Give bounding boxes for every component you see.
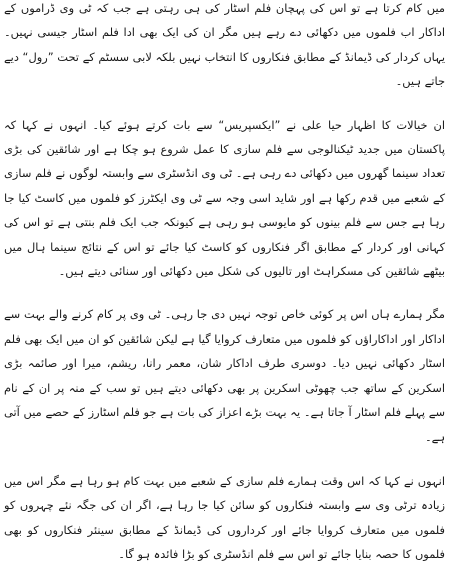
- article-paragraph-2: ان خیالات کا اظہار حیا علی نے ”ایکسپریس“ سے بات کرتے ہوئے کیا۔ انہوں نے کہا کہ پاکستان میں جدید ٹیکنالوجی سے فلم سازی کا عمل شروع ہو چکا ہے اور شائقین کی بڑی تعداد سینما گھروں میں دکھائی دے رہی ہے۔ ٹی وی انڈسٹری سے وابستہ لوگوں نے فلم سازی کے شعبے میں قدم رکھا ہے اور شاید اسی وجہ سے ٹی وی ایکٹرز کو فلموں میں کاسٹ کیا جا رہا ہے جس سے فلم بینوں کو مایوسی ہو رہی ہے کیونکہ جب ایک فلم بنتی ہے تو اس کی کہانی اور کردار کے مطابق اگر فنکاروں کو کاسٹ کیا جائے تو اس کے نتائج سینما ہال میں بیٹھے شائقین کی مسکراہٹ اور تالیوں کی شکل میں دکھائی اور سنائی دیتے ہیں۔: [4, 117, 445, 279]
- article-paragraph-3: مگر ہمارے ہاں اس پر کوئی خاص توجہ نہیں دی جا رہی۔ ٹی وی پر کام کرنے والے بہت سے اداکار اور اداکاراؤں کو فلموں میں متعارف کروایا گیا ہے لیکن شائقین کو ان میں ایک بھی فلم اسٹار دکھائی نہیں دیا۔ دوسری طرف اداکار شان، معمر رانا، ریشم، میرا اور صائمہ بڑی اسکرین کے ساتھ جب چھوٹی اسکرین پر بھی دکھائی دیتے ہیں تو سب کے منہ پر ان کے نام سے پہلے فلم اسٹار آ جاتا ہے۔ یہ بہت بڑے اعزاز کی بات ہے جو فلم اسٹارز کے حصے میں آتی ہے۔: [4, 307, 445, 444]
- article-paragraph-1: میں کام کرتا ہے تو اس کی پہچان فلم اسٹار کی ہی رہتی ہے جب کہ ٹی وی ڈراموں کے اداکار اب فلموں میں دکھائی دے رہے ہیں مگر ان کی ایک بھی ادا فلم اسٹار جیسی نہیں۔ یہاں کردار کی ڈیمانڈ کے مطابق فنکاروں کا انتخاب نہیں بلکہ لابی سسٹم کے تحت ”رول“ دیے جاتے ہیں۔: [4, 1, 445, 89]
- article-paragraph-4: انہوں نے کہا کہ اس وقت ہمارے فلم سازی کے شعبے میں بہت کام ہو رہا ہے مگر اس میں زیادہ ترٹی وی سے وابستہ فنکاروں کو سائن کیا جا رہا ہے، اگر ان کی جگہ نئے چہروں کو فلموں میں متعارف کروایا جائے اور کرداروں کی ڈیمانڈ کے مطابق سینئر فنکاروں کو بھی فلموں کا حصہ بنایا جائے تو اس سے فلم انڈسٹری کو بڑا فائدہ ہو گا۔: [4, 473, 445, 562]
